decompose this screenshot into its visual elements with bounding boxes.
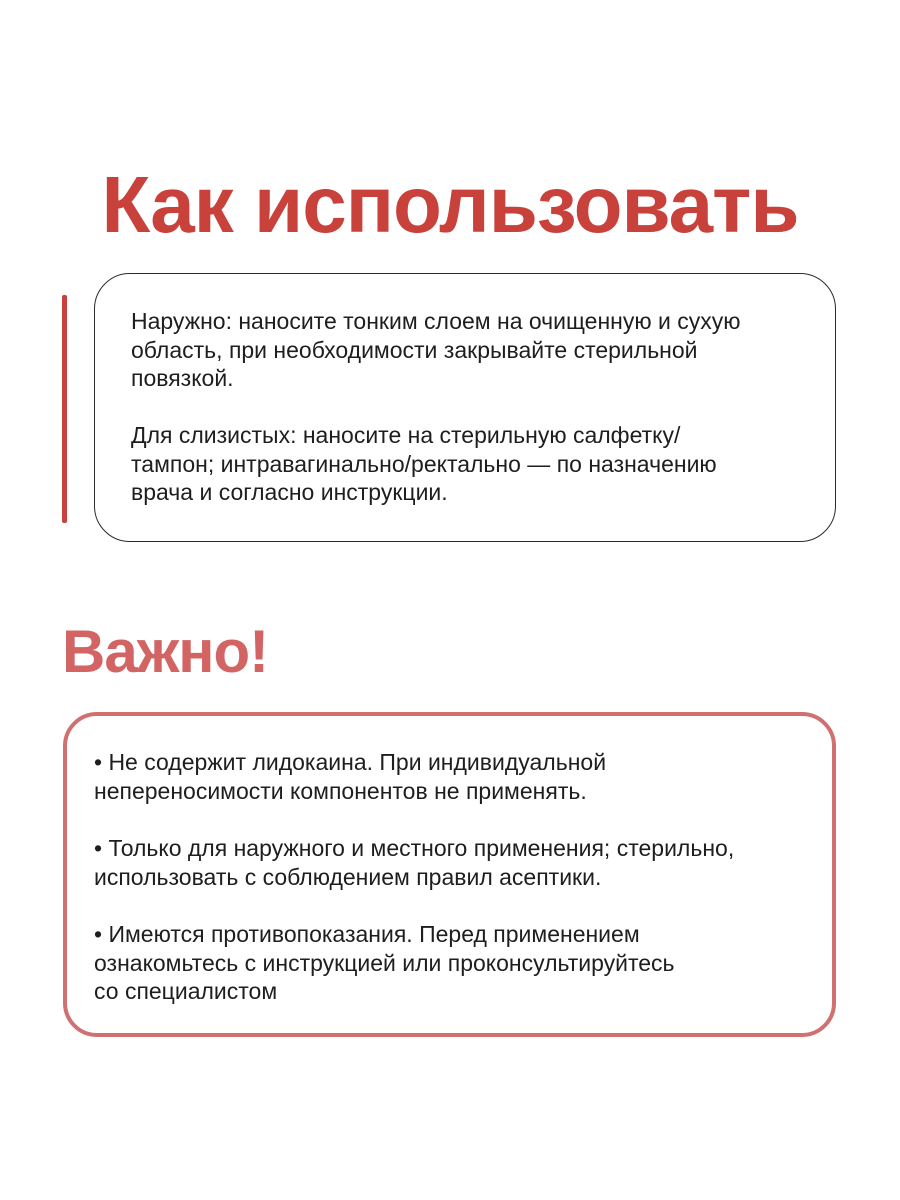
important-card — [63, 712, 836, 1037]
usage-card — [94, 273, 836, 542]
important-item-lidocaine: • Не содержит лидокаина. При индивидуальной непереносимости компонентов не применять. — [94, 749, 607, 804]
usage-accent-bar — [62, 295, 67, 523]
usage-external-text: Наружно: наносите тонким слоем на очищенную и сухую область, при необходимости закрывайте стерильной повязкой. — [131, 308, 741, 391]
important-title: Важно! — [62, 618, 269, 685]
usage-mucosa-text: Для слизистых: наносите на стерильную салфетку/ тампон; интравагинально/ректально — по назначению врача и согласно инструкции. — [131, 422, 717, 505]
important-item-contraindications: • Имеются противопоказания. Перед применением ознакомьтесь с инструкцией или проконсультируйтесь со специалистом — [94, 921, 675, 1004]
usage-title: Как использовать — [101, 160, 799, 249]
important-item-external-use: • Только для наружного и местного применения; стерильно, использовать с соблюдением правил асептики. — [94, 835, 735, 890]
